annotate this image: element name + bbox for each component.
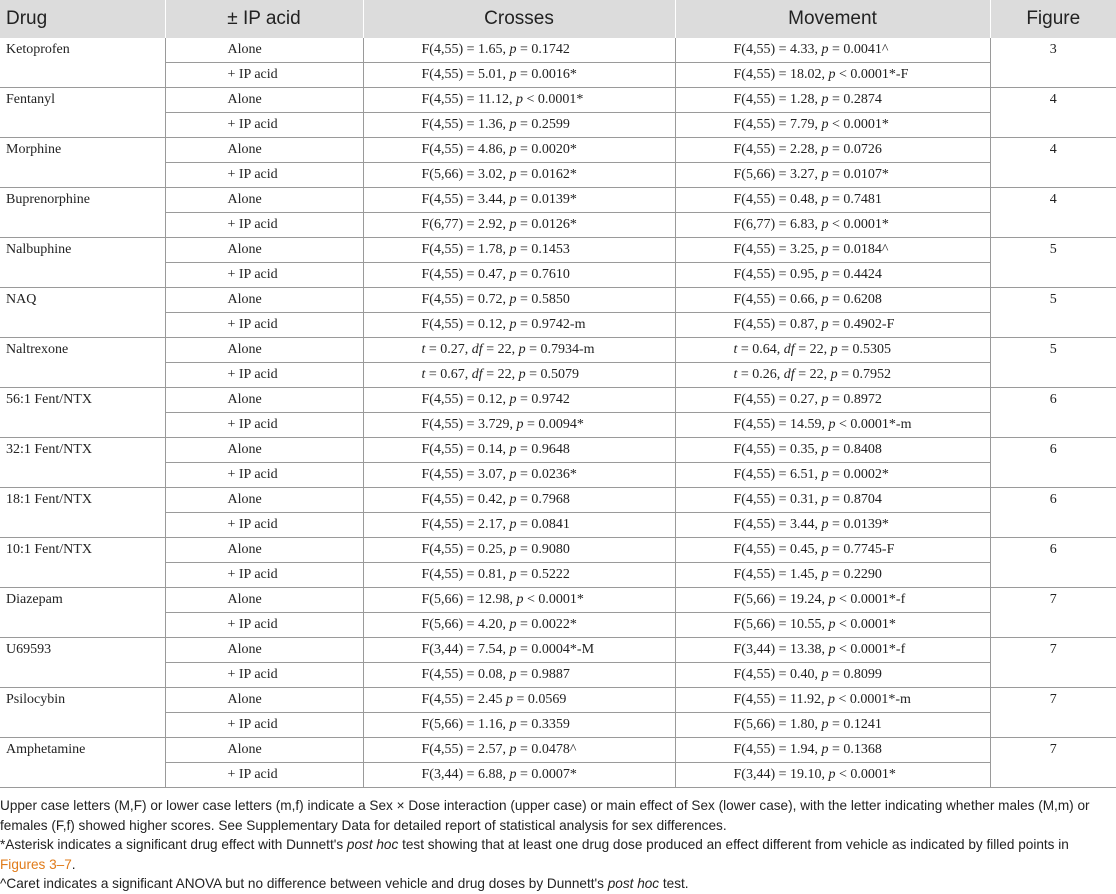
condition-label: Alone: [165, 638, 363, 663]
footnote-asterisk: [0, 835, 1110, 874]
table-row: [0, 538, 1116, 563]
table-row: [0, 438, 1116, 463]
figure-number: 7: [990, 638, 1116, 688]
movement-stat: F(4,55) = 0.87, p = 0.4902-F: [675, 313, 990, 338]
movement-stat: F(4,55) = 0.66, p = 0.6208: [675, 288, 990, 313]
movement-stat: F(5,66) = 1.80, p = 0.1241: [675, 713, 990, 738]
crosses-stat: F(3,44) = 6.88, p = 0.0007*: [363, 763, 675, 788]
condition-label: + IP acid: [165, 263, 363, 288]
drug-name: Morphine: [0, 138, 165, 188]
condition-label: + IP acid: [165, 563, 363, 588]
condition-label: + IP acid: [165, 613, 363, 638]
header-figure: Figure: [990, 0, 1116, 38]
movement-stat: F(5,66) = 10.55, p < 0.0001*: [675, 613, 990, 638]
drug-name: 18:1 Fent/NTX: [0, 488, 165, 538]
drug-name: Psilocybin: [0, 688, 165, 738]
footnote-asterisk-end: .: [71, 856, 76, 872]
movement-stat: F(4,55) = 0.45, p = 0.7745-F: [675, 538, 990, 563]
condition-label: Alone: [165, 388, 363, 413]
table-row: [0, 288, 1116, 313]
figure-number: 6: [990, 438, 1116, 488]
condition-label: Alone: [165, 338, 363, 363]
crosses-stat: t = 0.67, df = 22, p = 0.5079: [363, 363, 675, 388]
condition-label: Alone: [165, 538, 363, 563]
movement-stat: t = 0.64, df = 22, p = 0.5305: [675, 338, 990, 363]
condition-label: Alone: [165, 438, 363, 463]
header-movement: Movement: [675, 0, 990, 38]
movement-stat: F(4,55) = 0.27, p = 0.8972: [675, 388, 990, 413]
figure-number: 6: [990, 538, 1116, 588]
condition-label: Alone: [165, 138, 363, 163]
movement-stat: F(4,55) = 3.25, p = 0.0184^: [675, 238, 990, 263]
table-row: [0, 138, 1116, 163]
table-row: [0, 688, 1116, 713]
figure-number: 4: [990, 188, 1116, 238]
movement-stat: F(4,55) = 0.48, p = 0.7481: [675, 188, 990, 213]
movement-stat: F(4,55) = 0.95, p = 0.4424: [675, 263, 990, 288]
drug-name: Nalbuphine: [0, 238, 165, 288]
table-row: [0, 763, 1116, 788]
footnote-asterisk-italic: post hoc: [346, 837, 399, 852]
drug-name: NAQ: [0, 288, 165, 338]
crosses-stat: F(4,55) = 4.86, p = 0.0020*: [363, 138, 675, 163]
crosses-stat: F(4,55) = 11.12, p < 0.0001*: [363, 88, 675, 113]
movement-stat: F(4,55) = 11.92, p < 0.0001*-m: [675, 688, 990, 713]
crosses-stat: F(4,55) = 2.57, p = 0.0478^: [363, 738, 675, 763]
condition-label: + IP acid: [165, 713, 363, 738]
crosses-stat: F(4,55) = 0.42, p = 0.7968: [363, 488, 675, 513]
table-row: [0, 163, 1116, 188]
condition-label: + IP acid: [165, 513, 363, 538]
condition-label: + IP acid: [165, 413, 363, 438]
condition-label: + IP acid: [165, 763, 363, 788]
crosses-stat: F(4,55) = 2.45 p = 0.0569: [363, 688, 675, 713]
table-row: [0, 388, 1116, 413]
table-row: [0, 713, 1116, 738]
crosses-stat: F(5,66) = 12.98, p < 0.0001*: [363, 588, 675, 613]
table-row: [0, 613, 1116, 638]
crosses-stat: F(4,55) = 0.12, p = 0.9742: [363, 388, 675, 413]
table-row: [0, 363, 1116, 388]
footnote-asterisk-text: *Asterisk indicates a significant drug effect with Dunnett's: [0, 837, 347, 852]
table-row: [0, 188, 1116, 213]
condition-label: + IP acid: [165, 113, 363, 138]
drug-name: Amphetamine: [0, 738, 165, 788]
movement-stat: F(4,55) = 0.35, p = 0.8408: [675, 438, 990, 463]
movement-stat: F(4,55) = 1.28, p = 0.2874: [675, 88, 990, 113]
movement-stat: F(4,55) = 2.28, p = 0.0726: [675, 138, 990, 163]
table-row: [0, 38, 1116, 63]
condition-label: Alone: [165, 38, 363, 63]
footnote-asterisk-text-2: test showing that at least one drug dose produced an effect different from vehicle as indicated by filled points in: [398, 837, 1069, 852]
drug-name: Buprenorphine: [0, 188, 165, 238]
crosses-stat: F(5,66) = 3.02, p = 0.0162*: [363, 163, 675, 188]
condition-label: Alone: [165, 88, 363, 113]
table-row: [0, 313, 1116, 338]
condition-label: Alone: [165, 288, 363, 313]
crosses-stat: F(3,44) = 7.54, p = 0.0004*-M: [363, 638, 675, 663]
condition-label: + IP acid: [165, 63, 363, 88]
table-row: [0, 113, 1116, 138]
crosses-stat: F(4,55) = 2.17, p = 0.0841: [363, 513, 675, 538]
crosses-stat: F(4,55) = 1.65, p = 0.1742: [363, 38, 675, 63]
figure-number: 5: [990, 238, 1116, 288]
crosses-stat: F(4,55) = 0.14, p = 0.9648: [363, 438, 675, 463]
condition-label: Alone: [165, 488, 363, 513]
figure-number: 6: [990, 488, 1116, 538]
movement-stat: F(6,77) = 6.83, p < 0.0001*: [675, 213, 990, 238]
footnote-caret-text: ^Caret indicates a significant ANOVA but no difference between vehicle and drug doses by Dunnett's: [0, 876, 608, 891]
figure-number: 7: [990, 738, 1116, 788]
crosses-stat: t = 0.27, df = 22, p = 0.7934-m: [363, 338, 675, 363]
figure-number: 7: [990, 688, 1116, 738]
table-row: [0, 338, 1116, 363]
crosses-stat: F(6,77) = 2.92, p = 0.0126*: [363, 213, 675, 238]
table-row: [0, 463, 1116, 488]
movement-stat: F(3,44) = 19.10, p < 0.0001*: [675, 763, 990, 788]
figure-number: 3: [990, 38, 1116, 88]
movement-stat: F(4,55) = 18.02, p < 0.0001*-F: [675, 63, 990, 88]
movement-stat: F(3,44) = 13.38, p < 0.0001*-f: [675, 638, 990, 663]
movement-stat: F(4,55) = 4.33, p = 0.0041^: [675, 38, 990, 63]
movement-stat: F(4,55) = 0.31, p = 0.8704: [675, 488, 990, 513]
movement-stat: F(4,55) = 6.51, p = 0.0002*: [675, 463, 990, 488]
table-footnotes: [0, 796, 1110, 894]
table-row: [0, 588, 1116, 613]
condition-label: + IP acid: [165, 213, 363, 238]
table-row: [0, 563, 1116, 588]
table-row: [0, 213, 1116, 238]
movement-stat: F(4,55) = 1.94, p = 0.1368: [675, 738, 990, 763]
condition-label: Alone: [165, 688, 363, 713]
table-row: [0, 513, 1116, 538]
movement-stat: F(4,55) = 0.40, p = 0.8099: [675, 663, 990, 688]
condition-label: + IP acid: [165, 663, 363, 688]
drug-name: Ketoprofen: [0, 38, 165, 88]
table-row: [0, 88, 1116, 113]
table-row: [0, 638, 1116, 663]
crosses-stat: F(4,55) = 0.72, p = 0.5850: [363, 288, 675, 313]
movement-stat: F(4,55) = 3.44, p = 0.0139*: [675, 513, 990, 538]
drug-name: 32:1 Fent/NTX: [0, 438, 165, 488]
crosses-stat: F(4,55) = 3.729, p = 0.0094*: [363, 413, 675, 438]
crosses-stat: F(4,55) = 0.81, p = 0.5222: [363, 563, 675, 588]
crosses-stat: F(5,66) = 1.16, p = 0.3359: [363, 713, 675, 738]
drug-name: 56:1 Fent/NTX: [0, 388, 165, 438]
drug-name: 10:1 Fent/NTX: [0, 538, 165, 588]
drug-name: U69593: [0, 638, 165, 688]
header-ip-acid: ± IP acid: [165, 0, 363, 38]
table-row: [0, 263, 1116, 288]
table-row: [0, 488, 1116, 513]
figures-link[interactable]: Figures 3–7: [0, 856, 72, 872]
movement-stat: F(4,55) = 7.79, p < 0.0001*: [675, 113, 990, 138]
table-row: [0, 413, 1116, 438]
condition-label: Alone: [165, 738, 363, 763]
movement-stat: F(5,66) = 19.24, p < 0.0001*-f: [675, 588, 990, 613]
condition-label: Alone: [165, 238, 363, 263]
movement-stat: F(4,55) = 1.45, p = 0.2290: [675, 563, 990, 588]
crosses-stat: F(4,55) = 1.36, p = 0.2599: [363, 113, 675, 138]
footnote-caret: [0, 874, 1110, 894]
figure-number: 6: [990, 388, 1116, 438]
table-row: [0, 63, 1116, 88]
crosses-stat: F(4,55) = 3.07, p = 0.0236*: [363, 463, 675, 488]
movement-stat: t = 0.26, df = 22, p = 0.7952: [675, 363, 990, 388]
table-row: [0, 238, 1116, 263]
crosses-stat: F(4,55) = 1.78, p = 0.1453: [363, 238, 675, 263]
crosses-stat: F(4,55) = 0.08, p = 0.9887: [363, 663, 675, 688]
header-row: [0, 0, 1116, 38]
crosses-stat: F(4,55) = 0.47, p = 0.7610: [363, 263, 675, 288]
drug-name: Diazepam: [0, 588, 165, 638]
crosses-stat: F(5,66) = 4.20, p = 0.0022*: [363, 613, 675, 638]
crosses-stat: F(4,55) = 0.25, p = 0.9080: [363, 538, 675, 563]
header-crosses: Crosses: [363, 0, 675, 38]
footnote-caret-italic: post hoc: [607, 876, 660, 891]
footnote-caret-end: test.: [659, 876, 689, 891]
crosses-stat: F(4,55) = 3.44, p = 0.0139*: [363, 188, 675, 213]
footnote-sex-letters: Upper case letters (M,F) or lower case letters (m,f) indicate a Sex × Dose interaction (upper case) or main effect of Sex (lower case), with the letter indicating whether males (M,m) or females (F,f) showed higher scores. See Supplementary Data for detailed report of statistical analysis for sex differences.: [0, 798, 1090, 833]
condition-label: + IP acid: [165, 313, 363, 338]
movement-stat: F(5,66) = 3.27, p = 0.0107*: [675, 163, 990, 188]
condition-label: Alone: [165, 188, 363, 213]
condition-label: Alone: [165, 588, 363, 613]
drug-name: Naltrexone: [0, 338, 165, 388]
table-row: [0, 663, 1116, 688]
figure-number: 4: [990, 138, 1116, 188]
figure-number: 5: [990, 338, 1116, 388]
figure-number: 5: [990, 288, 1116, 338]
condition-label: + IP acid: [165, 163, 363, 188]
movement-stat: F(4,55) = 14.59, p < 0.0001*-m: [675, 413, 990, 438]
figure-number: 4: [990, 88, 1116, 138]
crosses-stat: F(4,55) = 0.12, p = 0.9742-m: [363, 313, 675, 338]
condition-label: + IP acid: [165, 463, 363, 488]
crosses-stat: F(4,55) = 5.01, p = 0.0016*: [363, 63, 675, 88]
table-row: [0, 738, 1116, 763]
figure-number: 7: [990, 588, 1116, 638]
condition-label: + IP acid: [165, 363, 363, 388]
drug-name: Fentanyl: [0, 88, 165, 138]
header-drug: Drug: [0, 0, 165, 38]
